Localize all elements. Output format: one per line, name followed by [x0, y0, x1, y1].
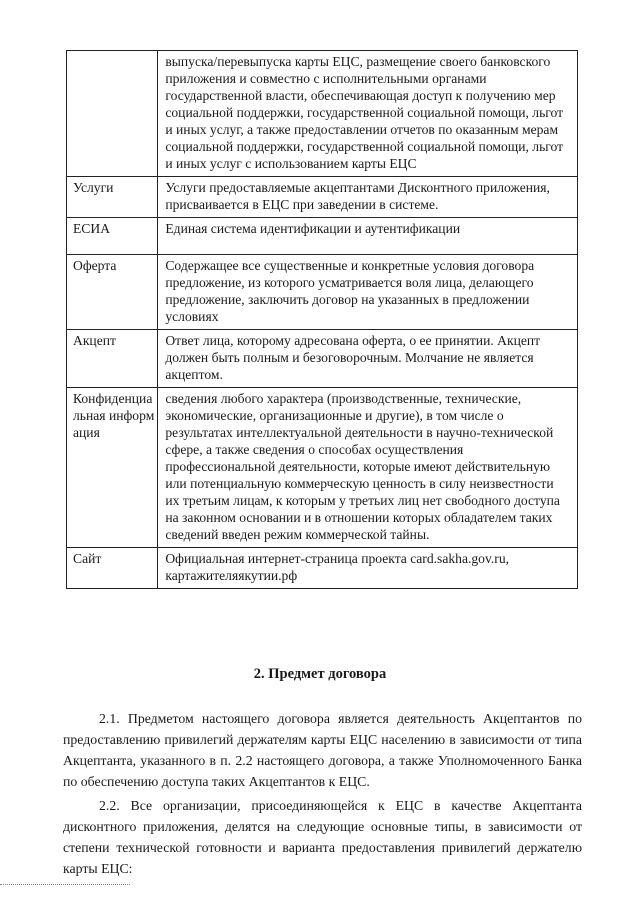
term-cell: Оферта [67, 255, 158, 330]
footnote-divider [0, 884, 130, 885]
section-title: 2. Предмет договора [253, 666, 387, 682]
definition-cell: Содержащее все существенные и конкретные условия договора предложение, из которого усматривается воля лица, делающего предложение, заключить договор на указанных в предложении условиях [158, 255, 578, 330]
definition-cell: Официальная интернет-страница проекта card.sakha.gov.ru, картажителяякутии.рф [158, 548, 578, 589]
table-row [67, 388, 578, 548]
paragraph-2-1: 2.1. Предметом настоящего договора является деятельность Акцептантов по предоставлению привилегий держателям карты ЕЦС населению в зависимости от типа Акцептанта, указанного в п. 2.2 настоящего договора, а также Уполномоченного Банка по обеспечению доступа таких Акцептантов к ЕЦС. [63, 711, 582, 789]
paragraph-2-2: 2.2. Все организации, присоединяющейся к ЕЦС в качестве Акцептанта дисконтного приложения, делятся на следующие основные типы, в зависимости от степени технической готовности и варианта предоставления привилегий держателю карты ЕЦС: [63, 798, 582, 876]
term-cell: Сайт [67, 548, 158, 589]
term-cell: Услуги [67, 177, 158, 218]
term-cell [67, 51, 158, 177]
table-row [67, 330, 578, 388]
definition-cell: Ответ лица, которому адресована оферта, о ее принятии. Акцепт должен быть полным и безоговорочным. Молчание не является акцептом. [158, 330, 578, 388]
definition-cell: выпуска/перевыпуска карты ЕЦС, размещение своего банковского приложения и совместно с исполнительными органами государственной власти, обеспечивающая доступ к получению мер социальной поддержки, государственной социальной помощи, льгот и иных услуг, а также предоставлении отчетов по оказанным мерам социальной поддержки, государственной социальной помощи, льгот и иных услуг с использованием карты ЕЦС [158, 51, 578, 177]
term-cell: Конфиденциальная информация [67, 388, 158, 548]
table-row [67, 255, 578, 330]
term-cell: ЕСИА [67, 218, 158, 255]
definition-cell: сведения любого характера (производственные, технические, экономические, организационные и другие), в том числе о результатах интеллектуальной деятельности в научно-технической сфере, а также сведения о способах осуществления профессиональной деятельности, которые имеют действительную или потенциальную коммерческую ценность в силу неизвестности их третьим лицам, к которым у третьих лиц нет свободного доступа на законном основании и в отношении которых обладателем таких сведений введен режим коммерческой тайны. [158, 388, 578, 548]
table-row [67, 548, 578, 589]
table-row [67, 177, 578, 218]
definitions-table [66, 50, 578, 589]
table-row [67, 218, 578, 255]
term-cell: Акцепт [67, 330, 158, 388]
table-row [67, 51, 578, 177]
definition-cell: Единая система идентификации и аутентификации [158, 218, 578, 255]
definition-cell: Услуги предоставляемые акцептантами Дисконтного приложения, присваивается в ЕЦС при заведении в системе. [158, 177, 578, 218]
